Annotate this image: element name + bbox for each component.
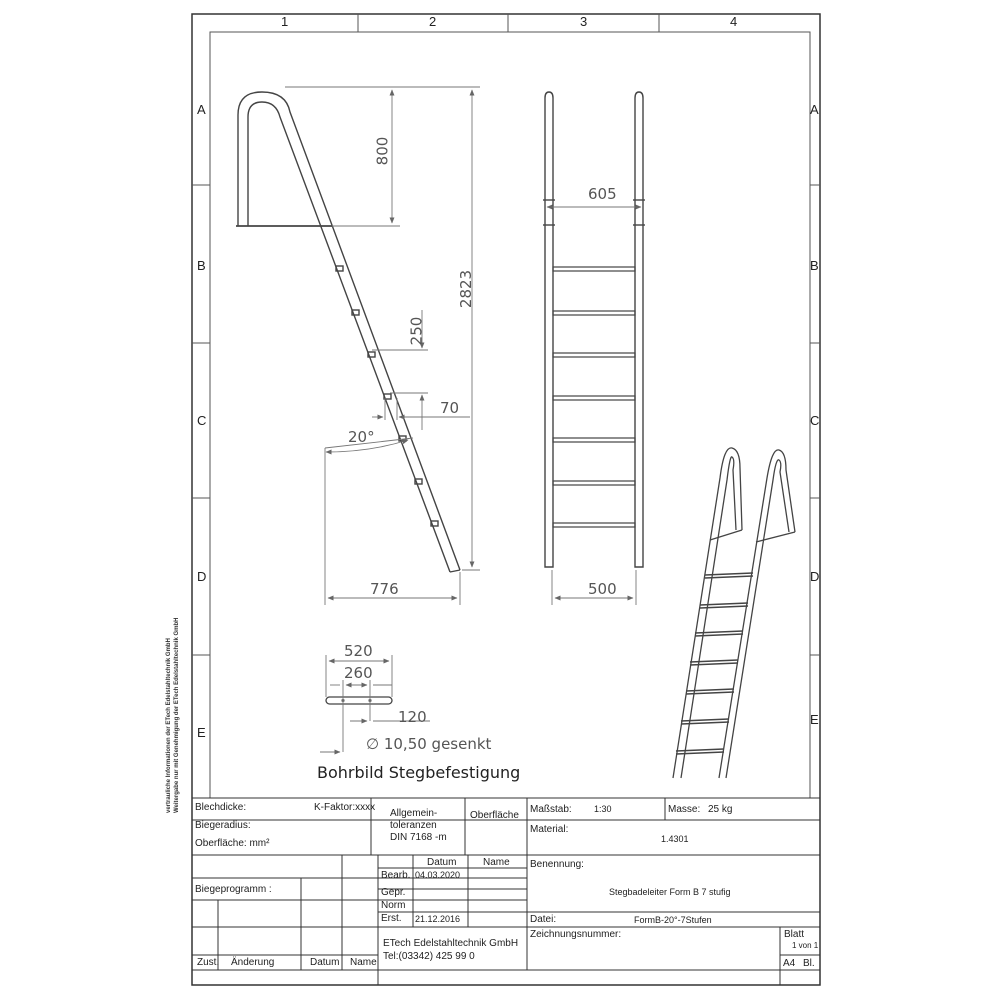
blatt-value: 1 von 1	[792, 941, 819, 950]
dim-800: 800	[373, 136, 392, 166]
detail-caption: Bohrbild Stegbefestigung	[317, 763, 521, 782]
bearb-date: 04.03.2020	[415, 870, 461, 880]
zeichnungsnummer-label: Zeichnungsnummer:	[530, 929, 622, 940]
datei-value: FormB-20°-7Stufen	[634, 915, 712, 925]
name-label: Name	[350, 957, 377, 968]
zone-col-4: 4	[730, 14, 738, 29]
name-head: Name	[483, 857, 510, 868]
isometric-ladder	[673, 448, 795, 778]
dim-250: 250	[407, 316, 426, 346]
material-label: Material:	[530, 824, 569, 835]
zone-row-d-left: D	[197, 569, 207, 584]
zone-row-b-left: B	[197, 258, 206, 273]
biegeradius-label: Biegeradius:	[195, 820, 251, 831]
detail-hole: ∅ 10,50 gesenkt	[366, 735, 492, 753]
bl-label: Bl.	[803, 958, 815, 969]
confidential-note-line2: Weitergabe nur mit Genehmigung der ETech Edelstahltechnik GmbH	[174, 617, 180, 813]
dim-2823: 2823	[457, 269, 476, 309]
zone-col-1: 1	[281, 14, 289, 29]
zust-label: Zust.	[197, 957, 220, 968]
outer-border	[192, 14, 820, 985]
norm-label: Norm	[381, 900, 406, 911]
dim-605: 605	[588, 185, 617, 203]
zone-row-e-right: E	[810, 712, 819, 727]
massstab-label: Maßstab:	[530, 804, 572, 815]
confidential-note-line1: vertrauliche Informationen der ETech Edelstahltechnik GmbH	[166, 638, 172, 813]
erst-date: 21.12.2016	[415, 914, 461, 924]
tolerances-line3: DIN 7168 -m	[390, 832, 447, 843]
material-value: 1.4301	[661, 834, 689, 844]
zone-row-a-right: A	[810, 102, 819, 117]
detail-dim-260: 260	[344, 664, 373, 682]
zone-row-c-left: C	[197, 413, 207, 428]
masse-value: 25 kg	[708, 804, 733, 815]
massstab-value: 1:30	[594, 804, 612, 814]
datei-label: Datei:	[530, 914, 557, 925]
blatt-label: Blatt	[784, 929, 805, 940]
masse-label: Masse:	[668, 804, 701, 815]
erst-label: Erst.	[381, 913, 402, 924]
dim-70: 70	[440, 399, 460, 417]
dim-angle: 20°	[348, 428, 375, 446]
tolerances-line2: toleranzen	[390, 820, 437, 831]
tolerances-line1: Allgemein-	[390, 808, 438, 819]
dim-776: 776	[370, 580, 399, 598]
gepr-label: Gepr.	[381, 887, 406, 898]
zone-row-e-left: E	[197, 725, 206, 740]
confidential-note	[165, 373, 181, 813]
inner-frame	[210, 32, 810, 798]
datum-label: Datum	[310, 957, 340, 968]
kfaktor-label: K-Faktor:xxxx	[314, 802, 376, 813]
datum-head: Datum	[427, 857, 457, 868]
zone-row-c-right: C	[810, 413, 820, 428]
aenderung-label: Änderung	[231, 957, 275, 968]
zone-col-2: 2	[429, 14, 437, 29]
detail-dim-120: 120	[398, 708, 427, 726]
oberflaeche-label: Oberfläche: mm²	[195, 838, 270, 849]
oberflaeche-head: Oberfläche	[470, 810, 519, 821]
dim-500: 500	[588, 580, 617, 598]
company-tel: Tel:(03342) 425 99 0	[383, 951, 475, 962]
bearb-label: Bearb.	[381, 870, 411, 881]
side-view-ladder	[236, 92, 460, 572]
benennung-label: Benennung:	[530, 859, 584, 870]
blechdicke-label: Blechdicke:	[195, 802, 247, 813]
detail-dim-520: 520	[344, 642, 373, 660]
format-value: A4	[783, 958, 796, 969]
zone-row-b-right: B	[810, 258, 819, 273]
zone-col-3: 3	[580, 14, 588, 29]
zone-row-d-right: D	[810, 569, 820, 584]
company-name: ETech Edelstahltechnik GmbH	[383, 938, 519, 949]
zone-row-a-left: A	[197, 102, 206, 117]
biegeprogramm-label: Biegeprogramm :	[195, 884, 272, 895]
zone-dividers	[192, 14, 820, 655]
front-view-ladder	[543, 92, 645, 567]
benennung-value: Stegbadeleiter Form B 7 stufig	[609, 887, 731, 897]
